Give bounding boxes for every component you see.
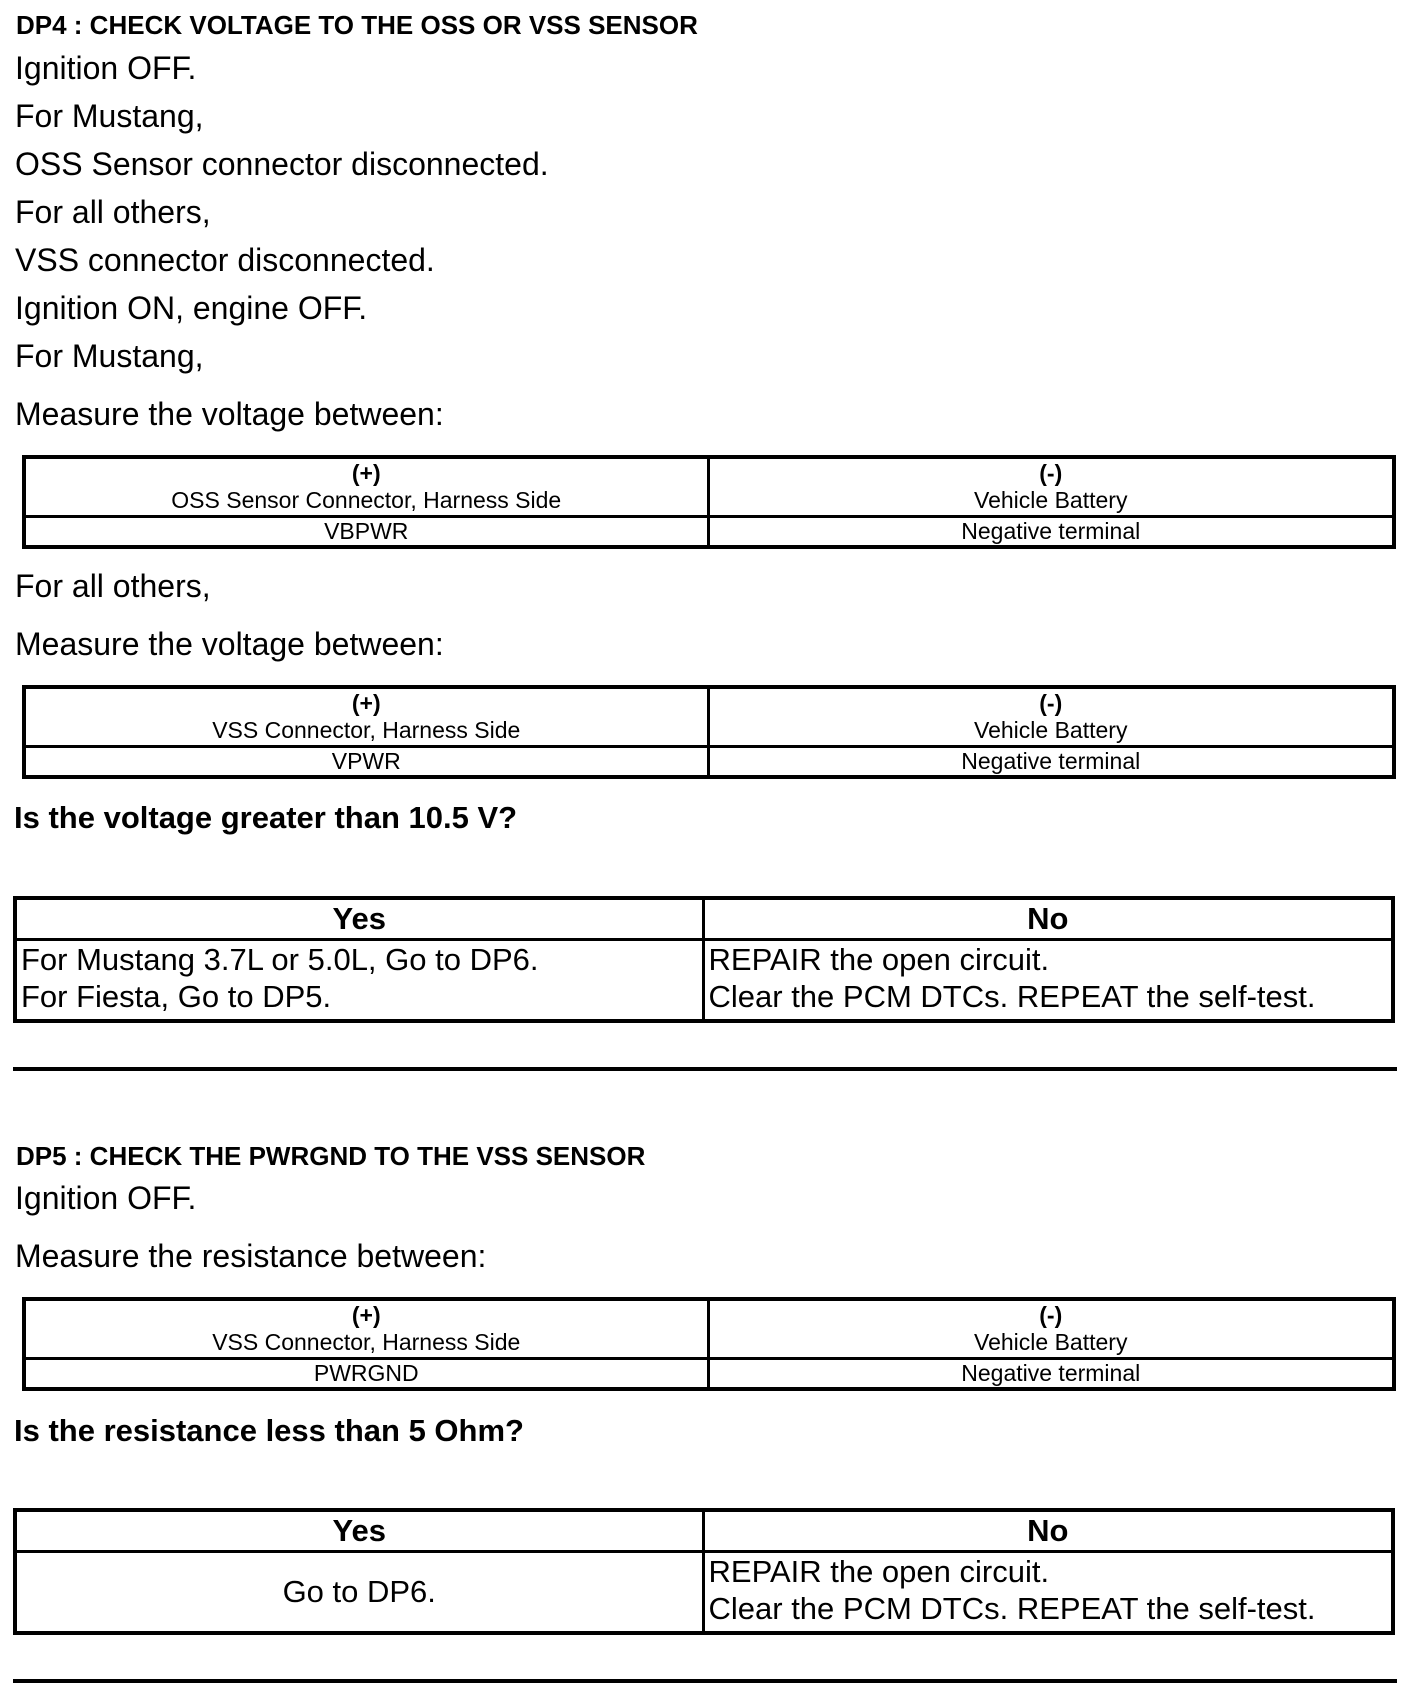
dp4-heading: DP4 : CHECK VOLTAGE TO THE OSS OR VSS SENSOR <box>16 10 698 40</box>
no-line: REPAIR the open circuit. <box>708 942 1050 977</box>
minus-label: Vehicle Battery <box>974 1329 1128 1355</box>
dp4-result-table <box>13 896 1395 1023</box>
dp4-question: Is the voltage greater than 10.5 V? <box>14 800 518 835</box>
no-header: No <box>703 1510 1393 1552</box>
dp4-measure-table-others <box>22 685 1396 779</box>
dp4-step-for-mustang: For Mustang, <box>15 98 204 134</box>
dp4-step-oss-disconnected: OSS Sensor connector disconnected. <box>15 146 549 182</box>
plus-label: OSS Sensor Connector, Harness Side <box>171 487 562 513</box>
yes-header: Yes <box>15 1510 703 1552</box>
yes-cell: Go to DP6. <box>15 1552 703 1634</box>
yes-cell <box>15 940 703 1022</box>
no-line: REPAIR the open circuit. <box>708 1554 1050 1589</box>
plus-value: VPWR <box>24 747 708 778</box>
minus-value: Negative terminal <box>708 517 1394 548</box>
dp4-step-measure-voltage: Measure the voltage between: <box>15 396 444 432</box>
dp5-measure-table <box>22 1297 1396 1391</box>
plus-value: VBPWR <box>24 517 708 548</box>
dp4-step-ignition-off: Ignition OFF. <box>15 50 197 86</box>
dp4-step-ignition-on: Ignition ON, engine OFF. <box>15 290 368 326</box>
plus-label: VSS Connector, Harness Side <box>212 1329 521 1355</box>
minus-symbol: (-) <box>1039 1302 1063 1328</box>
dp4-step-for-all-others: For all others, <box>15 194 211 230</box>
plus-label: VSS Connector, Harness Side <box>212 717 521 743</box>
dp5-question: Is the resistance less than 5 Ohm? <box>14 1413 524 1448</box>
plus-symbol: (+) <box>351 1302 381 1328</box>
section-divider <box>13 1679 1397 1683</box>
minus-symbol: (-) <box>1039 460 1063 486</box>
dp4-step-vss-disconnected: VSS connector disconnected. <box>15 242 435 278</box>
plus-header-cell <box>24 687 708 747</box>
no-header: No <box>703 898 1393 940</box>
no-line: Clear the PCM DTCs. REPEAT the self-test. <box>708 979 1316 1014</box>
yes-header: Yes <box>15 898 703 940</box>
minus-header-cell <box>708 687 1394 747</box>
dp5-result-table <box>13 1508 1395 1635</box>
minus-label: Vehicle Battery <box>974 487 1128 513</box>
yes-line: For Mustang 3.7L or 5.0L, Go to DP6. <box>21 942 539 977</box>
dp5-heading: DP5 : CHECK THE PWRGND TO THE VSS SENSOR <box>16 1141 646 1171</box>
minus-label: Vehicle Battery <box>974 717 1128 743</box>
dp4-measure-table-mustang <box>22 455 1396 549</box>
plus-header-cell <box>24 457 708 517</box>
dp5-step-measure-resistance: Measure the resistance between: <box>15 1238 487 1274</box>
no-cell <box>703 1552 1393 1634</box>
plus-value: PWRGND <box>24 1359 708 1390</box>
minus-value: Negative terminal <box>708 1359 1394 1390</box>
minus-header-cell <box>708 457 1394 517</box>
minus-symbol: (-) <box>1039 690 1063 716</box>
dp4-step-measure-voltage-2: Measure the voltage between: <box>15 626 444 662</box>
minus-value: Negative terminal <box>708 747 1394 778</box>
plus-symbol: (+) <box>351 690 381 716</box>
no-line: Clear the PCM DTCs. REPEAT the self-test. <box>708 1591 1316 1626</box>
dp4-step-for-all-others-2: For all others, <box>15 568 211 604</box>
dp4-step-for-mustang-2: For Mustang, <box>15 338 204 374</box>
no-cell <box>703 940 1393 1022</box>
plus-symbol: (+) <box>351 460 381 486</box>
yes-line: For Fiesta, Go to DP5. <box>21 979 332 1014</box>
dp5-step-ignition-off: Ignition OFF. <box>15 1180 197 1216</box>
plus-header-cell <box>24 1299 708 1359</box>
section-divider <box>13 1067 1397 1071</box>
minus-header-cell <box>708 1299 1394 1359</box>
